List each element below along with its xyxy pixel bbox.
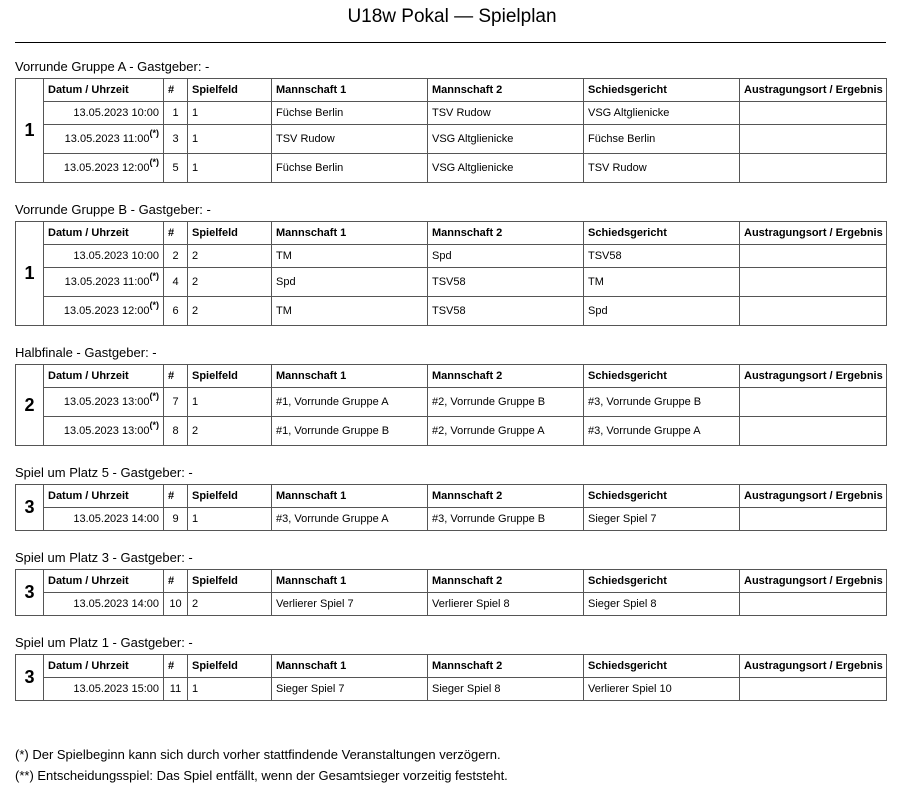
cell-venue: [740, 268, 887, 297]
column-header-team2: Mannschaft 2: [428, 79, 584, 102]
cell-field: 1: [188, 678, 272, 701]
table-row: [16, 268, 887, 297]
cell-ref: #3, Vorrunde Gruppe A: [584, 417, 740, 446]
column-header-num: #: [164, 485, 188, 508]
column-header-venue: Austragungsort / Ergebnis: [740, 485, 887, 508]
cell-num: 3: [164, 125, 188, 154]
section-heading: Vorrunde Gruppe A - Gastgeber: -: [15, 59, 210, 74]
section-heading: Spiel um Platz 5 - Gastgeber: -: [15, 465, 193, 480]
column-header-team1: Mannschaft 1: [272, 79, 428, 102]
cell-venue: [740, 297, 887, 326]
footnote-marker: (*): [149, 157, 159, 167]
date-text: 13.05.2023 14:00: [73, 513, 159, 525]
cell-field: 2: [188, 417, 272, 446]
cell-date: [44, 593, 164, 616]
table-row: [16, 125, 887, 154]
column-header-team2: Mannschaft 2: [428, 222, 584, 245]
round-number: 3: [16, 485, 44, 531]
title-divider: [15, 42, 886, 43]
column-header-ref: Schiedsgericht: [584, 79, 740, 102]
column-header-num: #: [164, 570, 188, 593]
round-number: 3: [16, 655, 44, 701]
cell-team1: TSV Rudow: [272, 125, 428, 154]
footnote-marker: (*): [149, 391, 159, 401]
cell-team2: Verlierer Spiel 8: [428, 593, 584, 616]
cell-field: 2: [188, 268, 272, 297]
table-row: [16, 102, 887, 125]
column-header-ref: Schiedsgericht: [584, 485, 740, 508]
page-title: U18w Pokal — Spielplan: [347, 6, 557, 27]
cell-num: 9: [164, 508, 188, 531]
column-header-num: #: [164, 365, 188, 388]
cell-team1: #1, Vorrunde Gruppe B: [272, 417, 428, 446]
cell-field: 1: [188, 508, 272, 531]
cell-date: [44, 102, 164, 125]
cell-team1: Füchse Berlin: [272, 102, 428, 125]
cell-venue: [740, 593, 887, 616]
column-header-ref: Schiedsgericht: [584, 655, 740, 678]
cell-date: [44, 297, 164, 326]
column-header-team2: Mannschaft 2: [428, 570, 584, 593]
date-text: 13.05.2023 15:00: [73, 683, 159, 695]
footnote: (**) Entscheidungsspiel: Das Spiel entfällt, wenn der Gesamtsieger vorzeitig feststeht.: [15, 768, 508, 783]
cell-venue: [740, 125, 887, 154]
column-header-team1: Mannschaft 1: [272, 222, 428, 245]
column-header-venue: Austragungsort / Ergebnis: [740, 222, 887, 245]
date-text: 13.05.2023 12:00: [63, 305, 150, 317]
table-header-row: [16, 570, 887, 593]
schedule-sections: [15, 58, 886, 719]
column-header-field: Spielfeld: [188, 570, 272, 593]
footnotes: [15, 744, 508, 786]
cell-venue: [740, 508, 887, 531]
column-header-team1: Mannschaft 1: [272, 570, 428, 593]
table-row: [16, 417, 887, 446]
cell-team1: Spd: [272, 268, 428, 297]
cell-num: 10: [164, 593, 188, 616]
cell-date: [44, 417, 164, 446]
cell-team2: Sieger Spiel 8: [428, 678, 584, 701]
cell-ref: Spd: [584, 297, 740, 326]
schedule-section: [15, 464, 886, 531]
cell-num: 5: [164, 154, 188, 183]
column-header-venue: Austragungsort / Ergebnis: [740, 570, 887, 593]
round-number: 1: [16, 222, 44, 326]
date-text: 13.05.2023 13:00: [63, 425, 150, 437]
table-row: [16, 388, 887, 417]
footnote-marker: (*): [149, 271, 159, 281]
cell-team1: Sieger Spiel 7: [272, 678, 428, 701]
column-header-team1: Mannschaft 1: [272, 655, 428, 678]
cell-team1: #3, Vorrunde Gruppe A: [272, 508, 428, 531]
cell-team2: TSV58: [428, 297, 584, 326]
cell-field: 2: [188, 593, 272, 616]
cell-team2: #2, Vorrunde Gruppe A: [428, 417, 584, 446]
schedule-section: [15, 634, 886, 701]
cell-date: [44, 388, 164, 417]
section-heading: Spiel um Platz 3 - Gastgeber: -: [15, 550, 193, 565]
cell-ref: VSG Altglienicke: [584, 102, 740, 125]
section-heading: Vorrunde Gruppe B - Gastgeber: -: [15, 202, 211, 217]
cell-ref: TM: [584, 268, 740, 297]
cell-field: 2: [188, 297, 272, 326]
cell-ref: Verlierer Spiel 10: [584, 678, 740, 701]
round-number: 3: [16, 570, 44, 616]
cell-date: [44, 154, 164, 183]
column-header-venue: Austragungsort / Ergebnis: [740, 655, 887, 678]
column-header-venue: Austragungsort / Ergebnis: [740, 79, 887, 102]
column-header-num: #: [164, 79, 188, 102]
schedule-section: [15, 344, 886, 446]
column-header-team2: Mannschaft 2: [428, 655, 584, 678]
column-header-ref: Schiedsgericht: [584, 365, 740, 388]
cell-venue: [740, 678, 887, 701]
cell-field: 2: [188, 245, 272, 268]
cell-ref: Füchse Berlin: [584, 125, 740, 154]
column-header-team2: Mannschaft 2: [428, 485, 584, 508]
column-header-num: #: [164, 655, 188, 678]
cell-team2: TSV Rudow: [428, 102, 584, 125]
column-header-num: #: [164, 222, 188, 245]
column-header-date: Datum / Uhrzeit: [44, 222, 164, 245]
cell-field: 1: [188, 388, 272, 417]
footnote: (*) Der Spielbeginn kann sich durch vorher stattfindende Veranstaltungen verzögern.: [15, 747, 501, 762]
cell-venue: [740, 154, 887, 183]
cell-team2: #2, Vorrunde Gruppe B: [428, 388, 584, 417]
column-header-team1: Mannschaft 1: [272, 365, 428, 388]
cell-team1: Verlierer Spiel 7: [272, 593, 428, 616]
column-header-team1: Mannschaft 1: [272, 485, 428, 508]
footnote-marker: (*): [149, 420, 159, 430]
cell-ref: Sieger Spiel 8: [584, 593, 740, 616]
cell-team2: #3, Vorrunde Gruppe B: [428, 508, 584, 531]
date-text: 13.05.2023 11:00: [64, 276, 150, 288]
cell-team1: Füchse Berlin: [272, 154, 428, 183]
schedule-table: [15, 221, 887, 326]
cell-num: 11: [164, 678, 188, 701]
cell-ref: TSV Rudow: [584, 154, 740, 183]
date-text: 13.05.2023 11:00: [64, 133, 150, 145]
table-header-row: [16, 79, 887, 102]
cell-num: 4: [164, 268, 188, 297]
cell-venue: [740, 245, 887, 268]
table-header-row: [16, 655, 887, 678]
cell-date: [44, 125, 164, 154]
cell-team1: #1, Vorrunde Gruppe A: [272, 388, 428, 417]
cell-field: 1: [188, 102, 272, 125]
table-row: [16, 508, 887, 531]
schedule-table: [15, 78, 887, 183]
cell-venue: [740, 417, 887, 446]
cell-team2: VSG Altglienicke: [428, 125, 584, 154]
date-text: 13.05.2023 13:00: [63, 396, 150, 408]
section-heading: Halbfinale - Gastgeber: -: [15, 345, 157, 360]
cell-num: 6: [164, 297, 188, 326]
column-header-field: Spielfeld: [188, 485, 272, 508]
cell-date: [44, 268, 164, 297]
schedule-table: [15, 569, 887, 616]
table-row: [16, 593, 887, 616]
cell-team1: TM: [272, 297, 428, 326]
cell-team2: Spd: [428, 245, 584, 268]
cell-field: 1: [188, 154, 272, 183]
cell-team1: TM: [272, 245, 428, 268]
table-row: [16, 297, 887, 326]
column-header-field: Spielfeld: [188, 365, 272, 388]
cell-date: [44, 678, 164, 701]
schedule-section: [15, 58, 886, 183]
column-header-date: Datum / Uhrzeit: [44, 570, 164, 593]
date-text: 13.05.2023 10:00: [73, 250, 159, 262]
table-header-row: [16, 485, 887, 508]
column-header-field: Spielfeld: [188, 222, 272, 245]
cell-num: 8: [164, 417, 188, 446]
column-header-field: Spielfeld: [188, 655, 272, 678]
cell-team2: VSG Altglienicke: [428, 154, 584, 183]
table-header-row: [16, 365, 887, 388]
column-header-team2: Mannschaft 2: [428, 365, 584, 388]
table-row: [16, 154, 887, 183]
table-header-row: [16, 222, 887, 245]
column-header-date: Datum / Uhrzeit: [44, 655, 164, 678]
schedule-table: [15, 364, 887, 446]
schedule-section: [15, 549, 886, 616]
cell-team2: TSV58: [428, 268, 584, 297]
cell-ref: TSV58: [584, 245, 740, 268]
date-text: 13.05.2023 12:00: [63, 162, 150, 174]
cell-num: 2: [164, 245, 188, 268]
column-header-venue: Austragungsort / Ergebnis: [740, 365, 887, 388]
cell-ref: #3, Vorrunde Gruppe B: [584, 388, 740, 417]
column-header-ref: Schiedsgericht: [584, 570, 740, 593]
column-header-field: Spielfeld: [188, 79, 272, 102]
footnote-marker: (*): [149, 128, 159, 138]
footnote-marker: (*): [149, 300, 159, 310]
section-heading: Spiel um Platz 1 - Gastgeber: -: [15, 635, 193, 650]
schedule-table: [15, 484, 887, 531]
cell-num: 7: [164, 388, 188, 417]
round-number: 2: [16, 365, 44, 446]
cell-venue: [740, 102, 887, 125]
cell-date: [44, 245, 164, 268]
schedule-table: [15, 654, 887, 701]
date-text: 13.05.2023 14:00: [73, 598, 159, 610]
cell-field: 1: [188, 125, 272, 154]
table-row: [16, 245, 887, 268]
column-header-date: Datum / Uhrzeit: [44, 79, 164, 102]
table-row: [16, 678, 887, 701]
round-number: 1: [16, 79, 44, 183]
column-header-date: Datum / Uhrzeit: [44, 485, 164, 508]
date-text: 13.05.2023 10:00: [73, 107, 159, 119]
column-header-ref: Schiedsgericht: [584, 222, 740, 245]
cell-date: [44, 508, 164, 531]
cell-num: 1: [164, 102, 188, 125]
schedule-section: [15, 201, 886, 326]
cell-ref: Sieger Spiel 7: [584, 508, 740, 531]
cell-venue: [740, 388, 887, 417]
column-header-date: Datum / Uhrzeit: [44, 365, 164, 388]
